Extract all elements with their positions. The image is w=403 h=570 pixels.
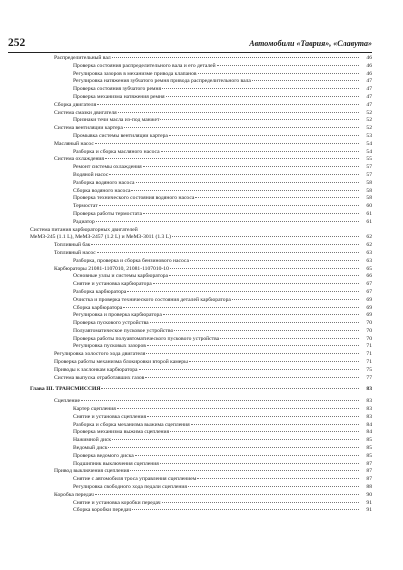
toc-entry-page: 71 [366, 343, 372, 350]
toc-entry [73, 453, 372, 461]
toc-entry-page: 61 [366, 210, 372, 217]
page-number: 252 [8, 37, 26, 49]
toc-entry-page: 85 [366, 452, 372, 459]
toc-entry [73, 406, 372, 414]
toc-entry-title: Проверка работы термостата [73, 210, 142, 217]
toc-entry [73, 172, 372, 180]
toc-entry-title: Подшипник выключения сцепления [73, 460, 159, 467]
toc-entry [73, 312, 372, 320]
toc-entry-title: Сборка коробки передач [73, 507, 132, 514]
dot-leader [195, 196, 359, 198]
toc-entry-title: Промывка системы вентиляции картера [73, 132, 168, 139]
dot-leader [112, 438, 359, 440]
toc-entry [73, 336, 372, 344]
dot-leader [117, 407, 359, 409]
dot-leader [217, 64, 359, 66]
table-of-contents [0, 55, 403, 515]
toc-entry-title: Привод выключения сцепления [54, 468, 130, 475]
dot-leader [95, 142, 359, 144]
toc-entry [73, 94, 372, 102]
toc-entry-title: Сборка двигателя [54, 101, 97, 108]
toc-entry [73, 211, 372, 219]
toc-chapter-heading [30, 386, 372, 394]
dot-leader [162, 87, 359, 89]
toc-entry-page: 54 [366, 140, 372, 147]
toc-entry-page: 70 [366, 327, 372, 334]
toc-entry [54, 367, 372, 375]
toc-entry [73, 258, 372, 266]
toc-entry-page: 84 [366, 421, 372, 428]
toc-entry-page: 47 [366, 78, 372, 85]
toc-entry-title: Карбюраторы 21081-1107010, 21081-1107010-10 [54, 265, 169, 272]
toc-entry-title: Проверка ведомого диска [73, 452, 134, 459]
toc-entry-title: Нажимной диск [73, 437, 112, 444]
toc-entry-title: Термостат [73, 203, 98, 210]
toc-entry [73, 343, 372, 351]
toc-entry-title: Регулировка холостого хода двигателя [54, 351, 146, 358]
toc-entry-title: Топливный бак [54, 242, 91, 249]
dot-leader [99, 204, 359, 206]
toc-entry [73, 164, 372, 172]
toc-entry-title: Глава III. ТРАНСМИССИЯ [30, 386, 101, 393]
toc-entry-title: Система выпуска отработавших газов [54, 374, 145, 381]
toc-entry-page: 55 [366, 156, 372, 163]
toc-entry-page: 69 [366, 296, 372, 303]
toc-entry-title: Топливный насос [54, 249, 96, 256]
toc-entry [73, 149, 372, 157]
toc-entry-title: Проверка работы механизма блокировки второй камеры [54, 359, 188, 366]
toc-entry-title: МеМЗ-245 (1.1 L), МеМЗ-2457 (1.2 L) и МеМЗ-3011 (1.3 L) [30, 234, 172, 241]
toc-entry-title: Разборка, проверка и сборка бензинового насоса [73, 257, 189, 264]
toc-entry [73, 507, 372, 515]
dot-leader [172, 235, 359, 237]
toc-entry-title: Регулировка свободного хода педали сцепления [73, 484, 187, 491]
dot-leader [252, 79, 359, 81]
dot-leader [91, 243, 359, 245]
toc-entry-page: 60 [366, 203, 372, 210]
dot-leader [160, 462, 359, 464]
toc-entry-title: Система охлаждения [54, 156, 104, 163]
toc-entry-page: 87 [366, 476, 372, 483]
toc-entry-page: 70 [366, 320, 372, 327]
toc-entry-page: 88 [366, 484, 372, 491]
toc-entry [73, 203, 372, 211]
toc-entry-title: Ремонт системы охлаждения [73, 164, 142, 171]
toc-entry-title: Масляный насос [54, 140, 94, 147]
toc-entry-page: 69 [366, 312, 372, 319]
dot-leader [166, 95, 359, 97]
toc-entry [73, 484, 372, 492]
toc-entry-title: Сборка карбюратора [73, 304, 123, 311]
toc-entry-title: Водяной насос [73, 171, 109, 178]
dot-leader [118, 111, 359, 113]
toc-entry-page: 84 [366, 429, 372, 436]
dot-leader [145, 376, 359, 378]
dot-leader [198, 72, 359, 74]
toc-entry-page: 61 [366, 218, 372, 225]
toc-entry-title: Ведомый диск [73, 445, 108, 452]
toc-entry-title: Признаки течи масла из-под манжет [73, 117, 160, 124]
dot-leader [232, 298, 359, 300]
toc-entry [73, 133, 372, 141]
dot-leader [112, 56, 359, 58]
dot-leader [189, 360, 359, 362]
toc-entry-page: 62 [366, 242, 372, 249]
toc-entry-title: Проверка состояния зубчатого ремня [73, 86, 162, 93]
toc-entry-page: 57 [366, 164, 372, 171]
dot-leader [136, 181, 360, 183]
toc-entry [73, 461, 372, 469]
toc-entry [54, 398, 372, 406]
dot-leader [81, 399, 359, 401]
toc-entry [54, 55, 372, 63]
toc-entry-title: Регулировка пусковых зазоров [73, 343, 146, 350]
toc-entry [73, 445, 372, 453]
toc-entry-title: Проверка технического состояния водяного насоса [73, 195, 195, 202]
dot-leader [169, 134, 359, 136]
toc-entry-title: Коробка передач [54, 491, 94, 498]
page-header [8, 38, 372, 53]
toc-entry [73, 437, 372, 445]
toc-entry-page: 71 [366, 359, 372, 366]
toc-entry-title: Очистка и проверка технического состояния деталей карбюратора [73, 296, 231, 303]
toc-entry [54, 359, 372, 367]
toc-entry-title: Основные узлы и системы карбюратора [73, 273, 169, 280]
toc-entry [54, 242, 372, 250]
dot-leader [127, 290, 359, 292]
toc-entry-title: Проверка механизма натяжения ремня [73, 93, 165, 100]
toc-entry-title: Проверка механизма выжима сцепления [73, 429, 170, 436]
toc-entry-title: Радиатор [73, 218, 95, 225]
dot-leader [160, 118, 359, 120]
toc-entry-title: Приводы к заслонкам карбюратора [54, 366, 138, 373]
dot-leader [135, 454, 359, 456]
dot-leader [109, 173, 359, 175]
toc-entry-page: 69 [366, 304, 372, 311]
toc-entry [54, 492, 372, 500]
toc-entry-page: 58 [366, 179, 372, 186]
toc-entry-title: Система вентиляции картера [54, 125, 123, 132]
toc-entry-page: 47 [366, 101, 372, 108]
dot-leader [124, 126, 359, 128]
toc-entry [73, 476, 372, 484]
toc-entry-title: Проверка работы полуавтоматического пускового устройства [73, 335, 220, 342]
toc-entry-title: Снятие и установка коробки передач [73, 499, 161, 506]
dot-leader [143, 165, 359, 167]
dot-leader [190, 259, 359, 261]
toc-entry [54, 141, 372, 149]
toc-entry-title: Проверка состояния распределительного вала и его деталей [73, 62, 216, 69]
toc-entry-title: Регулировка зазоров в механизме привода клапанов [73, 70, 197, 77]
toc-entry-title: Разборка водяного насоса [73, 179, 135, 186]
toc-entry-page: 58 [366, 187, 372, 194]
dot-leader [131, 189, 359, 191]
toc-entry [73, 422, 372, 430]
toc-entry [73, 195, 372, 203]
toc-entry [73, 320, 372, 328]
toc-entry [73, 429, 372, 437]
toc-entry [54, 375, 372, 383]
dot-leader [162, 501, 359, 503]
toc-entry-title: Разборка и сборка масляного насоса [73, 148, 160, 155]
running-title: Автомобили «Таврия», «Славута» [249, 39, 372, 48]
dot-leader [163, 313, 359, 315]
dot-leader [150, 321, 359, 323]
dot-leader [146, 352, 359, 354]
dot-leader [197, 477, 359, 479]
toc-entry-page: 52 [366, 125, 372, 132]
toc-entry-page: 91 [366, 499, 372, 506]
toc-entry-page: 54 [366, 148, 372, 155]
toc-entry-title: Картер сцепления [73, 406, 116, 413]
toc-entry-page: 46 [366, 62, 372, 69]
toc-entry-title: Распределительный вал [54, 55, 111, 61]
toc-entry [73, 219, 372, 227]
dot-leader [188, 485, 359, 487]
dot-leader [153, 282, 359, 284]
toc-entry [73, 273, 372, 281]
toc-entry-page: 52 [366, 109, 372, 116]
toc-entry [73, 117, 372, 125]
toc-entry-page: 57 [366, 171, 372, 178]
toc-entry-page: 87 [366, 468, 372, 475]
dot-leader [191, 423, 359, 425]
toc-entry-title: Проверка пускового устройства [73, 320, 149, 327]
dot-leader [130, 469, 359, 471]
toc-entry-page: 66 [366, 273, 372, 280]
toc-entry [73, 180, 372, 188]
dot-leader [174, 329, 359, 331]
toc-entry [73, 63, 372, 71]
toc-entry [54, 110, 372, 118]
toc-entry-page: 58 [366, 195, 372, 202]
toc-entry-page: 90 [366, 491, 372, 498]
dot-leader [143, 212, 359, 214]
dot-leader [123, 306, 359, 308]
toc-entry-page: 85 [366, 445, 372, 452]
dot-leader [169, 274, 359, 276]
toc-entry-title: Снятие и установка карбюратора [73, 281, 152, 288]
toc-entry-page: 46 [366, 55, 372, 61]
dot-leader [108, 446, 359, 448]
toc-entry-page: 83 [366, 386, 372, 393]
dot-leader [147, 415, 359, 417]
dot-leader [97, 251, 359, 253]
toc-entry [54, 351, 372, 359]
toc-entry-title: Полуавтоматическое пусковое устройство [73, 327, 174, 334]
dot-leader [97, 103, 359, 105]
dot-leader [96, 220, 359, 222]
dot-leader [101, 387, 359, 389]
toc-entry-page: 47 [366, 93, 372, 100]
toc-entry-title: Разборка и сборка механизма выжима сцепления [73, 421, 190, 428]
toc-entry [73, 328, 372, 336]
dot-leader [95, 493, 359, 495]
toc-entry-page: 53 [366, 132, 372, 139]
dot-leader [147, 344, 359, 346]
toc-entry-title: Сборка водяного насоса [73, 187, 131, 194]
toc-entry-title: Система питания карбюраторных двигателей [30, 226, 138, 233]
toc-entry-page: 83 [366, 413, 372, 420]
toc-entry-page: 83 [366, 398, 372, 405]
toc-entry-title: Система смазки двигателя [54, 109, 117, 116]
toc-entry-page: 62 [366, 234, 372, 241]
toc-entry-title: Сцепление [54, 398, 80, 405]
toc-entry [73, 297, 372, 305]
toc-entry-page: 63 [366, 249, 372, 256]
toc-entry-page: 87 [366, 460, 372, 467]
toc-entry [73, 414, 372, 422]
toc-entry-page: 67 [366, 281, 372, 288]
dot-leader [161, 150, 359, 152]
dot-leader [220, 337, 359, 339]
toc-entry-title: Регулировка и проверка карбюратора [73, 312, 162, 319]
toc-entry [54, 156, 372, 164]
toc-entry-page: 63 [366, 257, 372, 264]
dot-leader [139, 368, 359, 370]
toc-entry-title: Снятие и установка сцепления [73, 413, 147, 420]
toc-entry-page: 77 [366, 374, 372, 381]
toc-entry-page: 83 [366, 406, 372, 413]
toc-entry [73, 281, 372, 289]
toc-entry [30, 234, 372, 242]
toc-entry-title: Разборка карбюратора [73, 288, 127, 295]
toc-entry [73, 188, 372, 196]
dot-leader [170, 430, 359, 432]
toc-entry-title: Регулировка натяжения зубчатого ремня привода распределительного вала [73, 78, 251, 85]
toc-entry-page: 85 [366, 437, 372, 444]
toc-entry-page: 67 [366, 288, 372, 295]
toc-entry [73, 86, 372, 94]
toc-entry [54, 102, 372, 110]
toc-entry-page: 46 [366, 70, 372, 77]
toc-entry-page: 47 [366, 86, 372, 93]
dot-leader [132, 508, 359, 510]
toc-entry-page: 52 [366, 117, 372, 124]
toc-entry-page: 70 [366, 335, 372, 342]
toc-entry-page: 75 [366, 366, 372, 373]
toc-entry [73, 289, 372, 297]
toc-entry [54, 125, 372, 133]
toc-entry-page: 91 [366, 507, 372, 514]
toc-entry-page: 71 [366, 351, 372, 358]
dot-leader [105, 157, 359, 159]
dot-leader [170, 267, 359, 269]
toc-entry-title: Снятие с автомобиля троса управления сцеплением [73, 476, 197, 483]
toc-entry-page: 65 [366, 265, 372, 272]
toc-entry [54, 250, 372, 258]
